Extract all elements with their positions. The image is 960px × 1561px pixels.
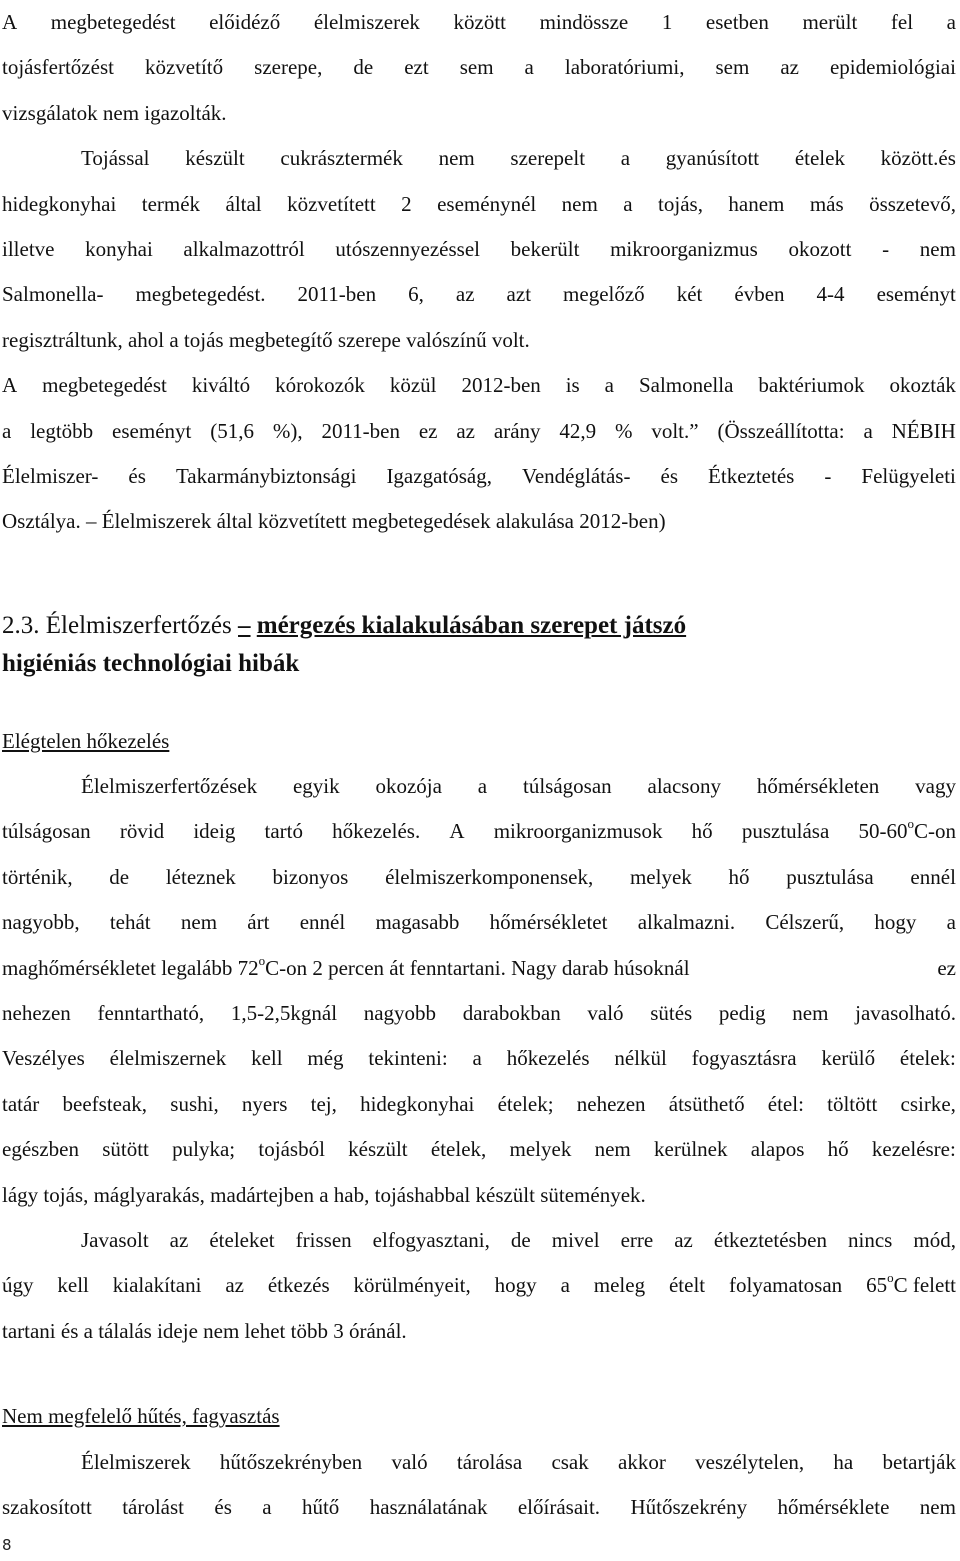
text-line: úgy kell kialakítani az étkezés körülményeit, hogy a meleg ételt folyamatosan 65 $^o$C felett [2,1270,956,1298]
paragraph-cooling [2,1440,956,1531]
document-page [2,0,956,1530]
text-line: illetve konyhai alkalmazottról utószennyezéssel bekerült mikroorganizmus okozott - nem [2,236,956,261]
text-line: egészben sütött pulyka; tojásból készült ételek, melyek nem kerülnek alapos hő kezelésre: [2,1137,956,1162]
text-line: Élelmiszer- és Takarmánybiztonsági Igazgatóság, Vendéglátás- és Étkeztetés - Felügyeleti [2,463,956,488]
section-title-line2: higiéniás technológiai hibák [2,649,300,677]
text-line: Osztálya. – Élelmiszerek által közvetített megbetegedések alakulása 2012-ben) [2,509,666,534]
text-line: A megbetegedést kiváltó kórokozók közül 2012-ben is a Salmonella baktériumok okozták [2,373,956,398]
text-line: Élelmiszerek hűtőszekrényben való tárolása csak akkor veszélytelen, ha betartják [81,1449,956,1474]
text-line: regisztráltunk, ahol a tojás megbetegítő szerepe valószínű volt. [2,327,530,352]
section-title-dash: – [238,611,251,639]
page-number: 8 [2,1536,12,1554]
section-number: 2.3. [2,611,40,639]
text-line: történik, de léteznek bizonyos élelmiszerkomponensek, melyek hő pusztulása ennél [2,864,956,889]
degree-sup: o [258,952,266,968]
paragraph-egg-events [2,136,956,545]
text-line: tartani és a tálalás ideje nem lehet több 3 óránál. [2,1318,407,1343]
text-line: hidegkonyhai termék által közvetített 2 eseménynél nem a tojás, hanem más összetevő, [2,191,956,216]
text-line: Javasolt az ételeket frissen elfogyasztani, de mivel erre az étkeztetésben nincs mód, [81,1227,956,1252]
text-line: nehezen fenntartható, 1,5-2,5kgnál nagyobb darabokban való sütés pedig nem javasolható. [2,1001,956,1026]
paragraph-intro [2,0,956,136]
text-line: tojásfertőzést közvetítő szerepe, de ezt sem a laboratóriumi, sem az epidemiológiai [2,55,956,80]
paragraph-serving [2,1218,956,1354]
degree-sup: o [887,1270,894,1286]
text-line: lágy tojás, máglyarakás, madártejben a hab, tojáshabbal készült sütemények. [2,1182,646,1207]
section-title-part1: Élelmiszerfertőzés [45,611,232,639]
paragraph-heat-treatment [2,764,956,1218]
text-line: nagyobb, tehát nem árt ennél magasabb hőmérsékletet alkalmazni. Célszerű, hogy a [2,910,956,935]
text-line: Tojással készült cukrásztermék nem szerepelt a gyanúsított ételek között.és [81,146,956,171]
text-line: vizsgálatok nem igazolták. [2,100,227,125]
text-line: Élelmiszerfertőzések egyik okozója a túlságosan alacsony hőmérsékleten vagy [81,774,956,799]
text-line: túlságosan rövid ideig tartó hőkezelés. A mikroorganizmusok hő pusztulása 50-60 $^o$C-on [2,816,956,844]
subsection-heading-cooling: Nem megfelelő hűtés, fagyasztás [2,1404,280,1429]
text-line: Veszélyes élelmiszernek kell még tekinteni: a hőkezelés nélkül fogyasztásra kerülő ételek: [2,1046,956,1071]
text-line: tatár beefsteak, sushi, nyers tej, hidegkonyhai ételek; nehezen átsüthető étel: töltött csirke, [2,1091,956,1116]
text-line: A megbetegedést előidéző élelmiszerek között mindössze 1 esetben merült fel a [2,10,956,34]
subsection-heading-heat-treatment: Elégtelen hőkezelés [2,728,170,753]
degree-sup: o [907,816,914,832]
section-title-part2: mérgezés kialakulásában szerepet játszó [256,611,687,639]
text-line: szakosított tárolást és a hűtő használatának előírásait. Hűtőszekrény hőmérséklete nem [2,1494,956,1519]
text-line: maghőmérsékletet legalább 72$^o$C-on 2 percen át fenntartani. Nagy darab húsoknál ez [2,952,956,980]
text-line: Salmonella- megbetegedést. 2011-ben 6, az azt megelőző két évben 4-4 eseményt [2,282,956,307]
section-heading [2,607,956,683]
text-line: a legtöbb eseményt (51,6 %), 2011-ben ez az arány 42,9 % volt.” (Összeállította: a NÉBIH [2,418,956,443]
